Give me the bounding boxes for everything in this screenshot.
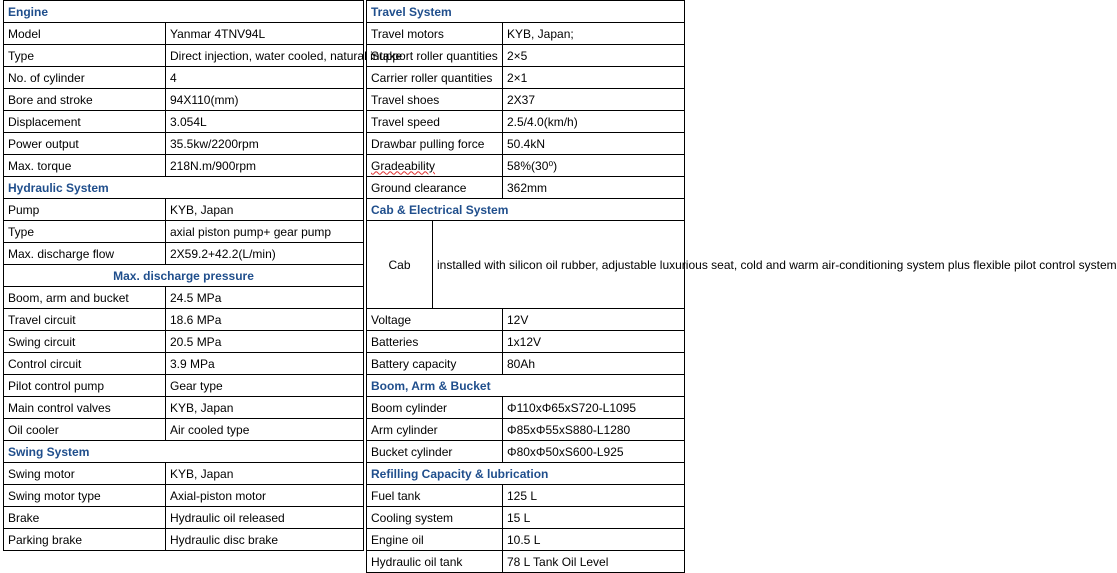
hydraulic-heading: Hydraulic System [4, 177, 364, 199]
spec-value: 2.5/4.0(km/h) [503, 111, 685, 133]
spec-label: Boom, arm and bucket [4, 287, 166, 309]
spec-label: Model [4, 23, 166, 45]
spec-label: Max. torque [4, 155, 166, 177]
spec-label: Travel motors [367, 23, 503, 45]
boom-heading: Boom, Arm & Bucket [367, 375, 685, 397]
spec-label: Boom cylinder [367, 397, 503, 419]
spec-value: Air cooled type [166, 419, 364, 441]
spec-label: Brake [4, 507, 166, 529]
spec-label: Type [4, 221, 166, 243]
spec-label: Ground clearance [367, 177, 503, 199]
spec-value: KYB, Japan [166, 397, 364, 419]
spec-label: Swing motor type [4, 485, 166, 507]
table-row [367, 331, 685, 353]
table-row [367, 177, 685, 199]
spec-label: Drawbar pulling force [367, 133, 503, 155]
swing-heading: Swing System [4, 441, 364, 463]
spec-label: Type [4, 45, 166, 67]
table-row [367, 133, 685, 155]
table-row [367, 397, 685, 419]
table-row [367, 89, 685, 111]
spec-label [367, 155, 503, 177]
spec-label: Battery capacity [367, 353, 503, 375]
table-row [367, 419, 685, 441]
spec-label: Engine oil [367, 529, 503, 551]
table-row [4, 419, 364, 441]
spec-label: Swing motor [4, 463, 166, 485]
spec-value: Axial-piston motor [166, 485, 364, 507]
spec-value: 35.5kw/2200rpm [166, 133, 364, 155]
spec-label: Pilot control pump [4, 375, 166, 397]
spec-value: 4 [166, 67, 364, 89]
spec-value: 94X110(mm) [166, 89, 364, 111]
spec-value: 2X37 [503, 89, 685, 111]
spec-value: 2X59.2+42.2(L/min) [166, 243, 364, 265]
spec-value: 58%(30⁰) [503, 155, 685, 177]
table-row [4, 67, 364, 89]
table-row [367, 441, 685, 463]
spec-label: Control circuit [4, 353, 166, 375]
spec-value: 2×5 [503, 45, 685, 67]
table-row [4, 397, 364, 419]
spec-label: Support roller quantities [367, 45, 503, 67]
table-row [4, 287, 364, 309]
spec-label: Swing circuit [4, 331, 166, 353]
spec-label: Fuel tank [367, 485, 503, 507]
spec-label: Carrier roller quantities [367, 67, 503, 89]
spec-value: 24.5 MPa [166, 287, 364, 309]
gradeability-label: Gradeability [371, 158, 436, 173]
hydraulic-section-header [4, 177, 364, 199]
spec-value: Hydraulic oil released [166, 507, 364, 529]
spec-label: Travel circuit [4, 309, 166, 331]
spec-label: Bore and stroke [4, 89, 166, 111]
table-row [367, 353, 685, 375]
table-row [367, 67, 685, 89]
table-row [367, 551, 685, 573]
spec-value: KYB, Japan [166, 199, 364, 221]
table-row [4, 529, 364, 551]
cab-heading: Cab & Electrical System [367, 199, 685, 221]
spec-value: 362mm [503, 177, 685, 199]
table-row [367, 309, 685, 331]
spec-value: KYB, Japan [166, 463, 364, 485]
pressure-heading: Max. discharge pressure [4, 265, 364, 287]
pressure-subheader [4, 265, 364, 287]
spec-value: 50.4kN [503, 133, 685, 155]
spec-value: Φ80xΦ50xS600-L925 [503, 441, 685, 463]
spec-value: 78 L Tank Oil Level [503, 551, 685, 573]
spec-value: 3.054L [166, 111, 364, 133]
spec-value: 10.5 L [503, 529, 685, 551]
spec-value: 80Ah [503, 353, 685, 375]
spec-value: 3.9 MPa [166, 353, 364, 375]
engine-heading: Engine [4, 1, 364, 23]
table-row [4, 507, 364, 529]
cab-label: Cab [367, 221, 433, 309]
spec-value: Φ110xΦ65xS720-L1095 [503, 397, 685, 419]
spec-value: 218N.m/900rpm [166, 155, 364, 177]
spec-label: No. of cylinder [4, 67, 166, 89]
spec-value: KYB, Japan; [503, 23, 685, 45]
right-spec-column [366, 0, 1117, 573]
table-row [4, 485, 364, 507]
table-row [4, 309, 364, 331]
table-row [4, 221, 364, 243]
table-row [4, 375, 364, 397]
cab-description: installed with silicon oil rubber, adjustable luxurious seat, cold and warm air-conditioning system plus flexible pilot control system [433, 221, 685, 309]
spec-label: Hydraulic oil tank [367, 551, 503, 573]
table-row [367, 155, 685, 177]
table-row [4, 353, 364, 375]
table-row [4, 331, 364, 353]
spec-label: Bucket cylinder [367, 441, 503, 463]
spec-value: Gear type [166, 375, 364, 397]
refill-heading: Refilling Capacity & lubrication [367, 463, 685, 485]
spec-value: Hydraulic disc brake [166, 529, 364, 551]
spec-value: 12V [503, 309, 685, 331]
table-row [4, 133, 364, 155]
spec-label: Travel speed [367, 111, 503, 133]
travel-section-header [367, 1, 685, 23]
engine-section-header [4, 1, 364, 23]
table-row [4, 45, 364, 67]
table-row [367, 529, 685, 551]
spec-value: 2×1 [503, 67, 685, 89]
spec-label: Batteries [367, 331, 503, 353]
spec-label: Power output [4, 133, 166, 155]
spec-label: Displacement [4, 111, 166, 133]
refill-section-header [367, 463, 685, 485]
table-row [367, 23, 685, 45]
table-row [4, 89, 364, 111]
table-row [367, 45, 685, 67]
spec-value: 125 L [503, 485, 685, 507]
travel-heading: Travel System [367, 1, 685, 23]
table-row [4, 243, 364, 265]
table-row [4, 23, 364, 45]
table-row [367, 111, 685, 133]
spec-value: Φ85xΦ55xS880-L1280 [503, 419, 685, 441]
spec-value: 15 L [503, 507, 685, 529]
swing-section-header [4, 441, 364, 463]
spec-label: Max. discharge flow [4, 243, 166, 265]
spec-value: axial piston pump+ gear pump [166, 221, 364, 243]
table-row [367, 221, 685, 309]
spec-label: Pump [4, 199, 166, 221]
table-row [367, 507, 685, 529]
spec-label: Arm cylinder [367, 419, 503, 441]
spec-value: 1x12V [503, 331, 685, 353]
spec-value: 20.5 MPa [166, 331, 364, 353]
boom-section-header [367, 375, 685, 397]
spec-label: Parking brake [4, 529, 166, 551]
spec-label: Main control valves [4, 397, 166, 419]
table-row [4, 199, 364, 221]
table-row [4, 111, 364, 133]
spec-value: Direct injection, water cooled, natural intake [166, 45, 364, 67]
spec-label: Voltage [367, 309, 503, 331]
cab-section-header [367, 199, 685, 221]
table-row [367, 485, 685, 507]
spec-value: Yanmar 4TNV94L [166, 23, 364, 45]
spec-label: Travel shoes [367, 89, 503, 111]
table-row [4, 463, 364, 485]
table-row [4, 155, 364, 177]
spec-label: Oil cooler [4, 419, 166, 441]
spec-value: 18.6 MPa [166, 309, 364, 331]
right-spec-table [366, 0, 1117, 573]
spec-label: Cooling system [367, 507, 503, 529]
